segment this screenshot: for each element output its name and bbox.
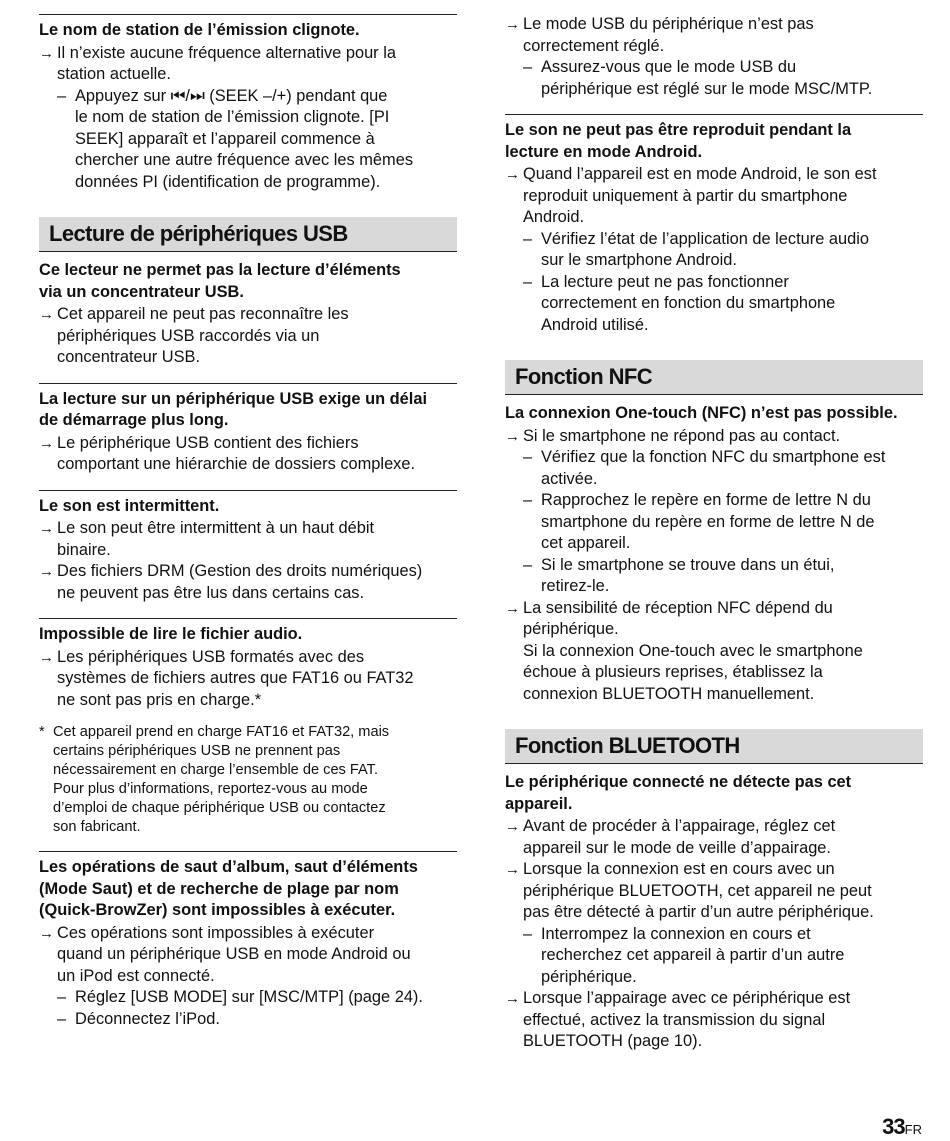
cause-item: → Le périphérique USB contient des fichiers comportant une hiérarchie de dossiers complexe. xyxy=(39,433,457,476)
section-heading-usb: Lecture de périphériques USB xyxy=(39,217,457,252)
footnote: * Cet appareil prend en charge FAT16 et FAT32, mais certains périphériques USB ne prennent pas nécessairement en charge l’ensemble de ces FAT. Pour plus d’informations, reportez-vous au mode d’emploi de chaque périphérique USB ou contactez son fabricant. xyxy=(39,723,457,837)
cause-item: → Quand l’appareil est en mode Android, le son est reproduit uniquement à partir du smartphone Android. xyxy=(505,164,923,229)
remedy-item: – La lecture peut ne pas fonctionner correctement en fonction du smartphone Android utilisé. xyxy=(505,272,923,337)
entry-usb-delay xyxy=(39,383,457,476)
entry-title: Le son est intermittent. xyxy=(39,496,220,515)
right-column xyxy=(505,14,923,1053)
entry-title: Les opérations de saut d’album, saut d’éléments (Mode Saut) et de recherche de plage par nom (Quick-BrowZer) sont impossibles à exécuter. xyxy=(39,858,418,919)
entry-title: Le son ne peut pas être reproduit pendant la lecture en mode Android. xyxy=(505,121,852,161)
cause-item: → Lorsque la connexion est en cours avec un périphérique BLUETOOTH, cet appareil ne peut pas être détecté à partir d’un autre périphérique. xyxy=(505,859,923,924)
left-column xyxy=(39,14,457,1030)
entry-usb-mode-continued xyxy=(505,14,923,100)
cause-item: → Les périphériques USB formatés avec des systèmes de fichiers autres que FAT16 ou FAT32 ne sont pas pris en charge.* xyxy=(39,647,457,712)
entry-title: La connexion One-touch (NFC) n’est pas possible. xyxy=(505,404,898,422)
entry-usb-hub xyxy=(39,252,457,369)
cause-item: → Il n’existe aucune fréquence alternative pour la station actuelle. xyxy=(39,43,457,86)
remedy-item: – Assurez-vous que le mode USB du périphérique est réglé sur le mode MSC/MTP. xyxy=(505,57,923,100)
entry-device-not-detected xyxy=(505,764,923,1053)
cause-item: → Avant de procéder à l’appairage, réglez cet appareil sur le mode de veille d’appairage. xyxy=(505,816,923,859)
remedy-item: – Appuyez sur ⏮/⏭ (SEEK –/+) pendant que le nom de station de l’émission clignote. [PI SEEK] apparaît et l’appareil commence à chercher une autre fréquence avec les mêmes données PI (identification de programme). xyxy=(39,86,457,194)
entry-nfc-not-possible xyxy=(505,395,923,705)
remedy-item: – Si le smartphone se trouve dans un étui, retirez-le. xyxy=(505,555,923,598)
entry-title: La lecture sur un périphérique USB exige un délai de démarrage plus long. xyxy=(39,389,428,429)
remedy-item: – Rapprochez le repère en forme de lettre N du smartphone du repère en forme de lettre N de cet appareil. xyxy=(505,490,923,555)
cause-item: → Ces opérations sont impossibles à exécuter quand un périphérique USB en mode Android ou un iPod est connecté. xyxy=(39,923,457,988)
remedy-item: – Réglez [USB MODE] sur [MSC/MTP] (page 24). xyxy=(39,987,457,1009)
remedy-item: – Interrompez la connexion en cours et recherchez cet appareil à partir d’un autre périphérique. xyxy=(505,924,923,989)
cause-item: → Lorsque l’appairage avec ce périphérique est effectué, activez la transmission du signal BLUETOOTH (page 10). xyxy=(505,988,923,1053)
entry-title: Impossible de lire le fichier audio. xyxy=(39,625,303,643)
cause-item: → Le son peut être intermittent à un haut débit binaire. xyxy=(39,518,457,561)
cause-item: → Cet appareil ne peut pas reconnaître les périphériques USB raccordés via un concentrateur USB. xyxy=(39,304,457,369)
remedy-item: – Vérifiez que la fonction NFC du smartphone est activée. xyxy=(505,447,923,490)
entry-skip-operations xyxy=(39,851,457,1030)
entry-audio-file-unreadable xyxy=(39,618,457,837)
section-heading-nfc: Fonction NFC xyxy=(505,360,923,395)
page-language-code: FR xyxy=(904,1122,922,1137)
cause-item: → Si le smartphone ne répond pas au contact. xyxy=(505,426,923,448)
entry-title: Le périphérique connecté ne détecte pas cet appareil. xyxy=(505,773,852,813)
page-number: 33FR xyxy=(882,1114,922,1139)
note-paragraph: Si la connexion One-touch avec le smartphone échoue à plusieurs reprises, établissez la connexion BLUETOOTH manuellement. xyxy=(523,641,863,703)
entry-sound-intermittent xyxy=(39,490,457,605)
section-heading-bluetooth: Fonction BLUETOOTH xyxy=(505,729,923,764)
cause-item: → Des fichiers DRM (Gestion des droits numériques) ne peuvent pas être lus dans certains cas. xyxy=(39,561,457,604)
entry-station-name-blinks xyxy=(39,14,457,193)
entry-title: Ce lecteur ne permet pas la lecture d’éléments via un concentrateur USB. xyxy=(39,261,401,301)
entry-title: Le nom de station de l’émission clignote. xyxy=(39,21,360,39)
cause-item: → Le mode USB du périphérique n’est pas correctement réglé. xyxy=(505,14,923,57)
entry-android-no-sound xyxy=(505,114,923,336)
remedy-item: – Vérifiez l’état de l’application de lecture audio sur le smartphone Android. xyxy=(505,229,923,272)
remedy-item: – Déconnectez l’iPod. xyxy=(39,1009,457,1031)
cause-item: → La sensibilité de réception NFC dépend du périphérique. xyxy=(505,598,923,641)
